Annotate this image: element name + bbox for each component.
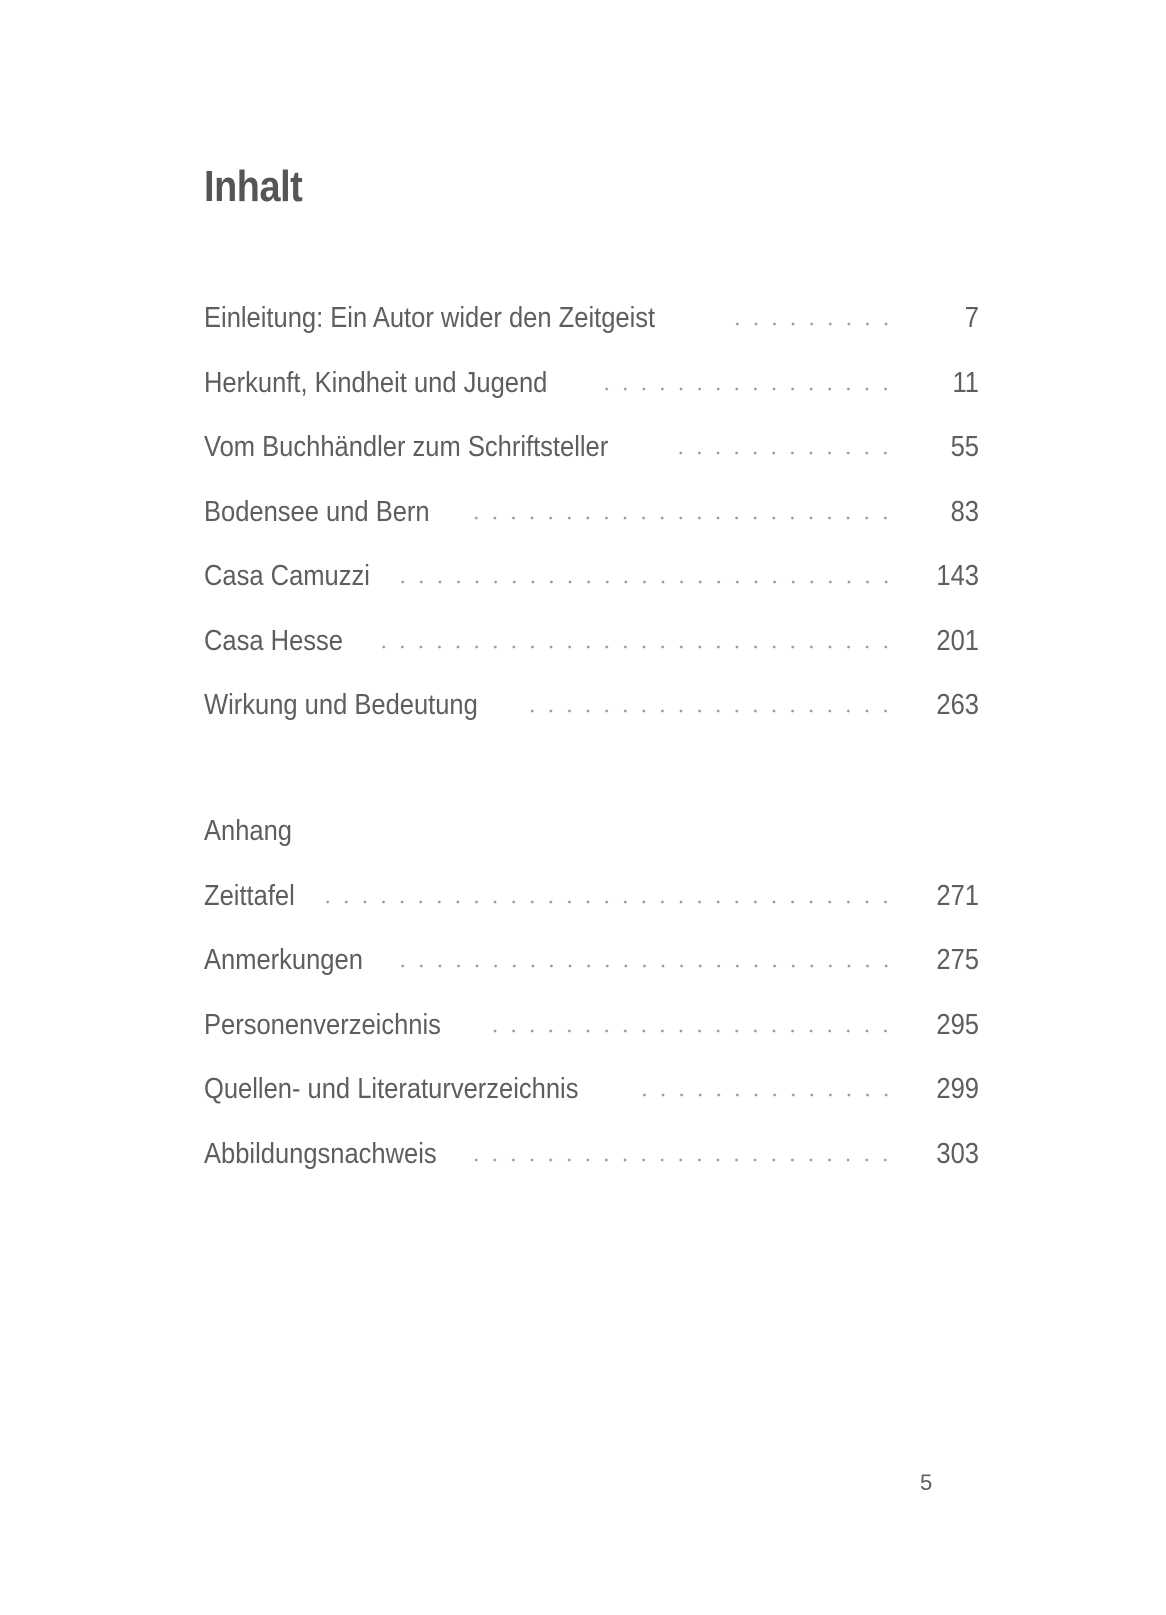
- toc-entry-label: Casa Hesse: [204, 624, 344, 657]
- toc-entry-page: 263: [936, 689, 979, 721]
- toc-appendix-list: [204, 815, 979, 1202]
- toc-entry-label: Bodensee und Bern: [204, 495, 430, 528]
- dot-leader: [313, 899, 895, 905]
- dot-leader: [474, 1157, 895, 1163]
- toc-entry-label: Zeittafel: [204, 879, 295, 912]
- toc-entry: [204, 431, 979, 496]
- appendix-heading: [204, 815, 979, 880]
- toc-entry-label: Casa Camuzzi: [204, 560, 370, 592]
- dot-leader: [399, 579, 895, 585]
- toc-entry-label: Anmerkungen: [204, 944, 363, 976]
- toc-entry: [204, 689, 979, 754]
- toc-entry-page: 201: [936, 624, 979, 657]
- toc-entry: [204, 302, 979, 367]
- dot-leader: [723, 321, 895, 327]
- toc-entry-page: 11: [952, 366, 979, 399]
- page-number: 5: [920, 1470, 933, 1495]
- toc-entry: [204, 1009, 979, 1074]
- toc-entry: [204, 944, 979, 1009]
- dot-leader: [521, 708, 895, 714]
- toc-entry-page: 299: [936, 1073, 979, 1105]
- dot-leader: [600, 386, 895, 392]
- appendix-heading-text: Anhang: [204, 815, 292, 847]
- toc-main-list: [204, 302, 979, 754]
- toc-entry-page: 55: [950, 431, 979, 463]
- toc-entry-label: Einleitung: Ein Autor wider den Zeitgeist: [204, 302, 656, 334]
- toc-entry: [204, 560, 979, 625]
- toc-entry: [204, 496, 979, 561]
- toc-entry-page: 295: [936, 1008, 979, 1041]
- toc-entry: [204, 1138, 979, 1203]
- page-title: Inhalt: [204, 162, 303, 211]
- dot-leader: [636, 1092, 895, 1098]
- toc-entry-label: Herkunft, Kindheit und Jugend: [204, 366, 548, 399]
- toc-entry-page: 7: [964, 302, 979, 334]
- toc-entry-label: Vom Buchhändler zum Schriftsteller: [204, 431, 609, 463]
- toc-entry-label: Abbildungsnachweis: [204, 1137, 437, 1170]
- toc-entry-page: 143: [936, 560, 979, 592]
- dot-leader: [368, 644, 895, 650]
- dot-leader: [669, 450, 895, 456]
- toc-entry: [204, 1073, 979, 1138]
- toc-entry: [204, 880, 979, 945]
- toc-entry-label: Personenverzeichnis: [204, 1008, 441, 1041]
- toc-entry-page: 271: [936, 879, 979, 912]
- toc-entry-label: Quellen- und Literaturverzeichnis: [204, 1073, 579, 1105]
- toc-entry: [204, 625, 979, 690]
- dot-leader: [391, 963, 895, 969]
- dot-leader: [466, 515, 895, 521]
- toc-entry-page: 303: [936, 1137, 979, 1170]
- toc-entry-page: 83: [950, 495, 979, 528]
- toc-entry-page: 275: [936, 944, 979, 976]
- dot-leader: [479, 1028, 895, 1034]
- toc-entry-label: Wirkung und Bedeutung: [204, 689, 478, 721]
- toc-entry: [204, 367, 979, 432]
